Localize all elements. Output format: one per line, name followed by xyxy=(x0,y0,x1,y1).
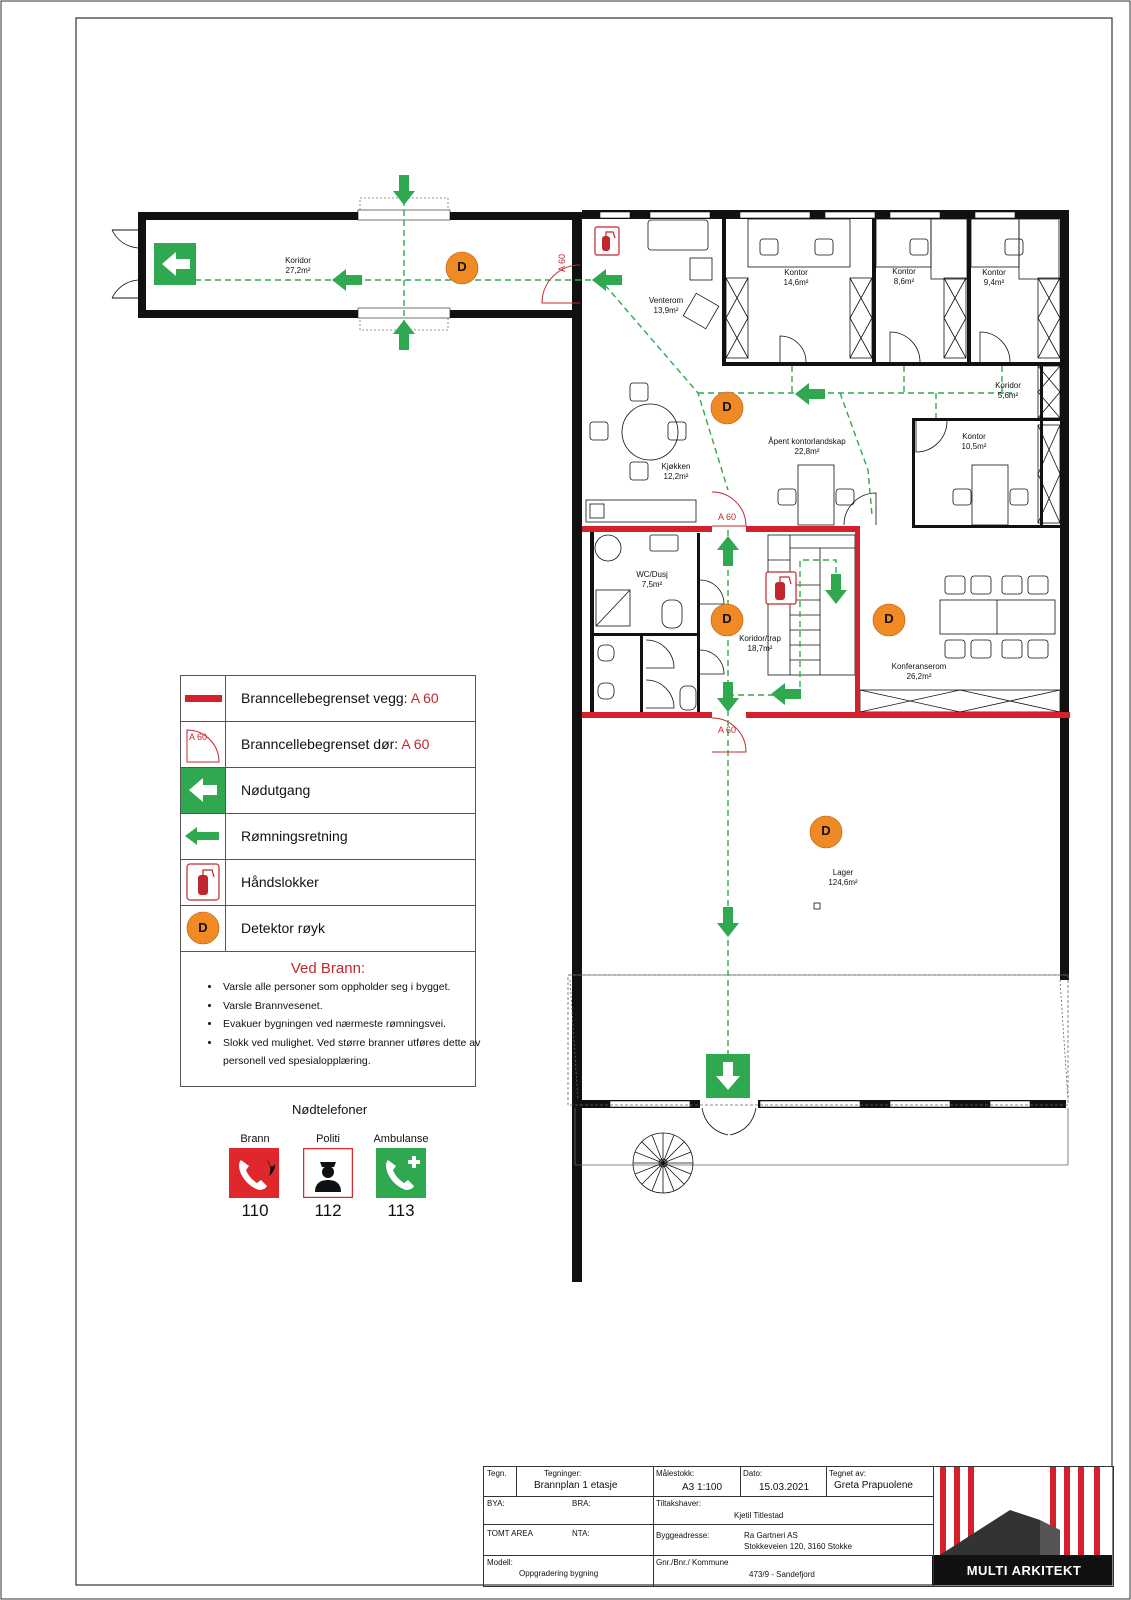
room-name: Konferanserom xyxy=(891,662,947,671)
room-name: Kontor xyxy=(982,268,1006,277)
room-label-venterom xyxy=(638,296,694,316)
room-area: 26,2m² xyxy=(906,672,932,681)
emergency-exit-icon xyxy=(706,1054,750,1098)
room-area: 7,5m² xyxy=(641,580,663,589)
room-name: WC/Dusj xyxy=(636,570,668,579)
service-number: 113 xyxy=(387,1201,415,1220)
tb-dato-label: Dato: xyxy=(743,1469,763,1478)
room-label-kontor xyxy=(966,268,1022,288)
detector-letter: D xyxy=(457,259,467,274)
legend-row-detector xyxy=(181,906,475,952)
room-area: 5,6m² xyxy=(997,391,1019,400)
tb-malestokk-label: Målestokk: xyxy=(656,1469,695,1478)
room-name: Kjøkken xyxy=(661,462,691,471)
emergency-exit-icon xyxy=(181,768,225,813)
tb-tiltakshaver-label: Tiltakshaver: xyxy=(656,1499,702,1508)
room-label-konferanserom xyxy=(884,662,954,682)
canopy-outline xyxy=(568,975,1068,1165)
detector-letter: D xyxy=(821,823,831,838)
detector-letter: D xyxy=(884,611,894,626)
legend-row-extinguisher xyxy=(181,860,475,906)
room-label-kontor xyxy=(946,432,1002,452)
fire-instructions-list xyxy=(203,978,481,1071)
room-name: Koridor xyxy=(995,381,1021,390)
tb-modell-label: Modell: xyxy=(487,1558,513,1567)
spiral-stair xyxy=(633,1133,693,1193)
room-name: Venterom xyxy=(648,296,684,305)
list-item: • Slokk ved mulighet. Ved større branner utføres dette av personell ved spesialopplæring. xyxy=(221,1034,481,1071)
room-area: 22,8m² xyxy=(794,447,820,456)
fire-door-icon xyxy=(181,722,225,767)
room-area: 14,6m² xyxy=(783,278,809,287)
room-label-koridor xyxy=(270,256,326,276)
room-label-kjokken xyxy=(648,462,704,482)
tb-byggeadresse-line1: Ra Gartneri AS xyxy=(744,1531,798,1540)
fire-door-label: A 60 xyxy=(718,725,737,735)
room-area: 9,4m² xyxy=(983,278,1005,287)
legend-panel xyxy=(180,675,481,1087)
room-label-koridor-trap xyxy=(730,634,790,654)
service-label: Brann xyxy=(240,1133,270,1145)
room-name: Kontor xyxy=(784,268,808,277)
service-label: Ambulanse xyxy=(373,1133,429,1145)
service-label: Politi xyxy=(316,1133,340,1145)
room-area: 124,6m² xyxy=(828,878,858,887)
logo-text: MULTI ARKITEKT xyxy=(966,1563,1082,1578)
fire-instructions-title: Ved Brann: xyxy=(290,960,366,977)
legend-door-class: A 60 xyxy=(401,736,430,752)
legend-direction-label: Rømningsretning xyxy=(241,828,348,844)
tb-gnr-label: Gnr./Bnr./ Kommune xyxy=(656,1558,729,1567)
room-area: 8,6m² xyxy=(893,277,915,286)
legend-door-symbol: A 60 xyxy=(189,732,208,742)
service-number: 110 xyxy=(241,1201,269,1220)
fire-phone-icon xyxy=(229,1148,279,1198)
tb-modell-value: Oppgradering bygning xyxy=(519,1569,599,1578)
fire-wall-swatch xyxy=(185,695,222,702)
tb-byggeadresse-line2: Stokkeveien 120, 3160 Stokke xyxy=(744,1542,853,1551)
smoke-detectors xyxy=(446,252,905,848)
legend-detector-symbol: D xyxy=(198,920,208,935)
tb-tegnet-av-value: Greta Prapuolene xyxy=(834,1480,913,1491)
room-label-lager xyxy=(815,868,871,888)
room-label-kontor xyxy=(768,268,824,288)
tb-gnr-value: 473/9 - Sandefjord xyxy=(749,1570,815,1579)
ambulance-phone-icon xyxy=(376,1148,426,1198)
room-label-kontor xyxy=(876,267,932,287)
legend-row-direction xyxy=(181,814,475,860)
room-area: 18,7m² xyxy=(747,644,773,653)
room-name: Koridor xyxy=(285,256,311,265)
fire-door-label: A 60 xyxy=(718,512,737,522)
tb-tiltakshaver-value: Kjetil Titlestad xyxy=(734,1511,784,1520)
room-area: 13,9m² xyxy=(653,306,679,315)
tb-tegn: Tegn. xyxy=(487,1469,507,1478)
tb-bya-label: BYA: xyxy=(487,1499,505,1508)
tb-nta-label: NTA: xyxy=(572,1529,590,1538)
room-name: Koridor/trap xyxy=(739,634,781,643)
room-name: Åpent kontorlandskap xyxy=(768,437,846,446)
list-item: • Evakuer bygningen ved nærmeste rømningsvei. xyxy=(221,1015,481,1034)
room-label-wc xyxy=(624,570,680,590)
list-item: • Varsle Brannvesenet. xyxy=(221,997,481,1016)
legend-row-fire-door xyxy=(181,722,475,768)
tb-bra-label: BRA: xyxy=(572,1499,591,1508)
tb-tomt-label: TOMT AREA xyxy=(487,1529,533,1538)
police-icon xyxy=(303,1148,353,1198)
legend-row-fire-wall xyxy=(181,676,475,722)
escape-direction-arrow-icon xyxy=(181,814,225,859)
room-name: Lager xyxy=(832,868,854,877)
legend-wall-label: Branncellebegrenset vegg: xyxy=(241,690,408,706)
legend-extinguisher-label: Håndslokker xyxy=(241,874,319,890)
title-block xyxy=(483,1466,1114,1587)
emergency-title: Nødtelefoner xyxy=(292,1102,368,1117)
tb-malestokk-value: A3 1:100 xyxy=(682,1482,723,1493)
detector-letter: D xyxy=(722,611,732,626)
room-name: Kontor xyxy=(962,432,986,441)
legend-wall-class: A 60 xyxy=(410,690,439,706)
extinguisher-icon xyxy=(595,227,619,255)
tb-byggeadresse-label: Byggeadresse: xyxy=(656,1531,710,1540)
emergency-exit-icon xyxy=(154,243,196,285)
room-label-koridor xyxy=(978,381,1038,401)
fire-door-label: A 60 xyxy=(557,253,567,272)
room-label-open-office xyxy=(752,437,862,457)
service-number: 112 xyxy=(314,1201,342,1220)
extinguisher-icon xyxy=(181,860,225,905)
room-area: 12,2m² xyxy=(663,472,689,481)
tb-tegnet-av-label: Tegnet av: xyxy=(829,1469,866,1478)
list-item: • Varsle alle personer som oppholder seg i bygget. xyxy=(221,978,481,997)
legend-row-exit xyxy=(181,768,475,814)
room-area: 27,2m² xyxy=(285,266,311,275)
extinguisher-icon xyxy=(766,572,796,604)
room-area: 10,5m² xyxy=(961,442,987,451)
legend-exit-label: Nødutgang xyxy=(241,782,311,798)
detector-letter: D xyxy=(722,399,732,414)
legend-door-label: Branncellebegrenset dør: xyxy=(241,736,399,752)
room-name: Kontor xyxy=(892,267,916,276)
legend-detector-label: Detektor røyk xyxy=(241,920,326,936)
tb-dato-value: 15.03.2021 xyxy=(759,1482,810,1493)
tb-tegninger-value: Brannplan 1 etasje xyxy=(534,1480,618,1491)
tb-tegninger-label: Tegninger: xyxy=(544,1469,582,1478)
